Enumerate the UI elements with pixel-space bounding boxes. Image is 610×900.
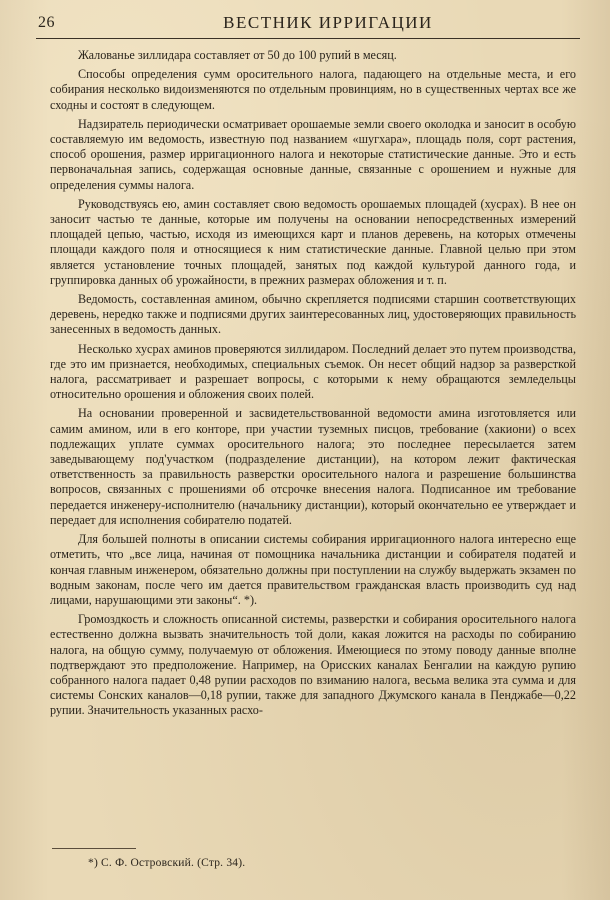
article-body (50, 48, 576, 723)
paragraph-zillidar-check: Несколько хусрах аминов проверяются зиллидаром. Последний делает это путем производства, где это им признается, необходимых, специальных съемок. Он несет общий надзор за разверсткой налога, рассматривает и разрешает вопросы, с которыми к нему обращаются земледельцы относительно орошения и обложения своих полей. (50, 341, 576, 402)
running-title: ВЕСТНИК ИРРИГАЦИИ (223, 13, 433, 32)
paragraph-register-signatures: Ведомость, составленная амином, обычно скрепляется подписями старшин соответствующих деревень, нередко также и подписями других заинтересованных лиц, удостоверяющих правильность занесенных в ведомость данных. (50, 292, 576, 337)
footnote: *) С. Ф. Островский. (Стр. 34). (88, 857, 246, 869)
footnote-divider (52, 848, 136, 849)
paragraph-methods: Способы определения сумм оросительного налога, падающего на отдельные места, и его собирания несколько видоизменяются по отдельным провинциям, но в существенных чертах все же сходны и состоят в следующем. (50, 67, 576, 112)
page-header (36, 8, 580, 39)
page-number: 26 (38, 14, 55, 31)
paragraph-collection-costs: Громоздкость и сложность описанной системы, разверстки и собирания оросительного налога естественно должна вызвать значительность той доли, какая ложится на расходы по собиранию налога, на общую сумму, получаемую от обложения. Имеющиеся по этому поводу данные вполне подтверждают это предположение. Например, на Орисских каналах Бенгалии на каждую рупию собранного налога падает 0,48 рупии расходов по взиманию налога, весьма велика эта сумма и для системы Сонских каналов—0,18 рупии, также для западного Джумского канала в Пенджабе—0,22 рупии. Значительность указанных расхо- (50, 612, 576, 718)
paragraph-amin-register: Руководствуясь ею, амин составляет свою ведомость орошаемых площадей (хусрах). В нее он заносит частью те данные, которые им получены на основании непосредственных измерений площадей цепью, частью, исходя из имеющихся карт и планов деревень, на которых отмечены площади каждого поля и относящиеся к ним статистические данные. Главной целью при этом является установление точных площадей, занятых под каждой культурой данного года, и группировка данных об урожайности, в прежних размерах обложения и т. п. (50, 196, 576, 287)
paragraph-salary: Жалованье зиллидара составляет от 50 до 100 рупий в месяц. (78, 48, 397, 62)
paragraph-supervisor: Надзиратель периодически осматривает орошаемые земли своего околодка и заносит в особую составляемую им ведомость, известную под названием «шугхара», площадь поля, сорт растения, способ орошения, размер ирригационного налога и некоторые статистические данные. Это и есть первоначальная запись, содержащая основные данные, связанные с орошением и нужные для определения суммы налога. (50, 116, 576, 192)
paragraph-demand-preparation: На основании проверенной и засвидетельствованной ведомости амина изготовляется или самим амином, или в его конторе, при участии туземных писцов, требование (хакиони) о всех подлежащих уплате суммах оросительного налога; это последнее пересылается затем заведывающему под'участком (подразделение дистанции), на котором лежит фактическая ответственность за правильность разверстки оросительного налога и разрешение большинства вопросов, связанных с прошениями об отсрочке внесения налога. Подписанное им требование передается инженеру-исполнителю (начальнику дистанции), который окончательно ее утверждает и передает для исполнения собирателю податей. (50, 406, 576, 527)
paragraph-water-law-exam: Для большей полноты в описании системы собирания ирригационного налога интересно еще отметить, что „все лица, начиная от помощника начальника дистанции и собирателя податей и кончая главным инженером, обязательно должны при поступлении на службу выдержать экзамен по водным законам, после чего им дается правительством гражданская власть производить суд над лицами, нарушающими эти законы“. *). (50, 532, 576, 607)
